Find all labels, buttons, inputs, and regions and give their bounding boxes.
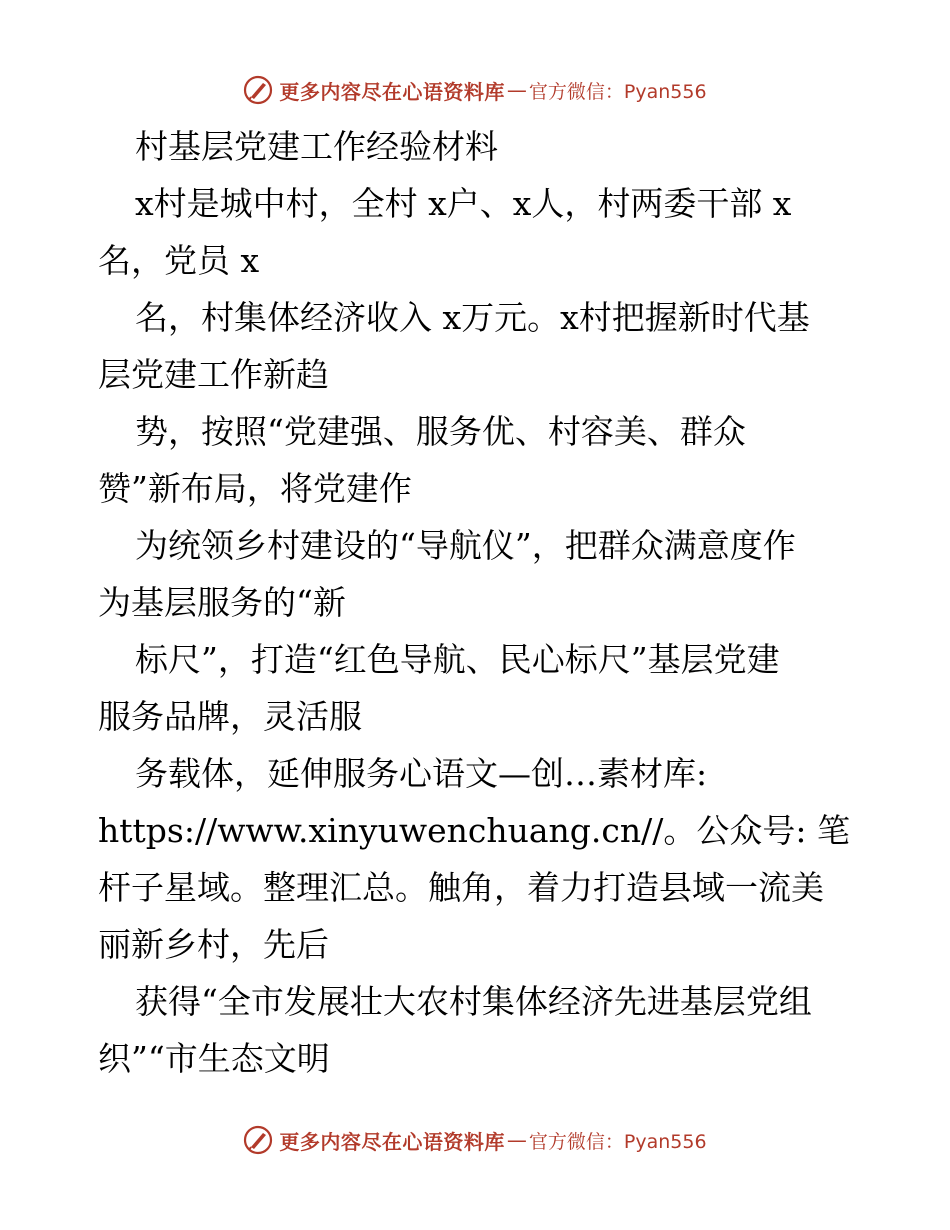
header-site-text: 更多内容尽在心语资料库 (279, 79, 505, 104)
paragraph-line: 名，村集体经济收入 x万元。x村把握新时代基 (135, 298, 810, 337)
paragraph-line: 服务品牌，灵活服 (98, 697, 362, 736)
document-title: 村基层党建工作经验材料 (135, 127, 498, 166)
paragraph-line: 织”“市生态文明 (98, 1039, 330, 1078)
paragraph-line: x村是城中村，全村 x户、x人，村两委干部 x (135, 184, 792, 223)
paragraph-line: 势，按照“党建强、服务优、村容美、群众 (135, 412, 746, 451)
paragraph-line: 务载体，延伸服务心语文—创…素材库: (135, 754, 708, 793)
paragraph-line: https://www.xinyuwenchuang.cn//。公众号: 笔 (98, 811, 850, 850)
paragraph-line: 为统领乡村建设的“导航仪”，把群众满意度作 (135, 526, 796, 565)
paragraph-line: 获得“全市发展壮大农村集体经济先进基层党组 (135, 982, 812, 1021)
quill-logo-icon (243, 1125, 273, 1155)
paragraph-line: 标尺”，打造“红色导航、民心标尺”基层党建 (135, 640, 780, 679)
paragraph-line: 丽新乡村，先后 (98, 925, 329, 964)
header-banner (0, 70, 950, 110)
paragraph-line: 杆子星域。整理汇总。触角，着力打造县域一流美 (98, 868, 824, 907)
footer-wechat-text: 官方微信：Pyan556 (528, 1130, 707, 1153)
header-separator: — (506, 78, 527, 102)
quill-logo-icon (243, 75, 273, 105)
footer-banner (0, 1120, 950, 1160)
paragraph-line: 为基层服务的“新 (98, 583, 346, 622)
paragraph-line: 名，党员 x (98, 241, 260, 280)
paragraph-line: 层党建工作新趋 (98, 355, 329, 394)
footer-separator: — (506, 1128, 527, 1152)
footer-site-text: 更多内容尽在心语资料库 (279, 1129, 505, 1154)
paragraph-line: 赞”新布局，将党建作 (98, 469, 412, 508)
document-body (98, 118, 853, 1087)
header-wechat-text: 官方微信：Pyan556 (528, 80, 707, 103)
